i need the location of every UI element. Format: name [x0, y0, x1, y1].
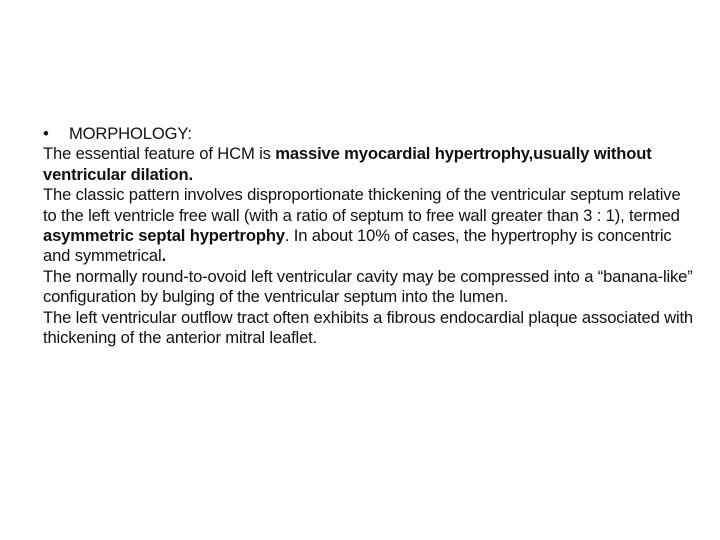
bullet-icon: •: [43, 124, 49, 143]
paragraph-classic-pattern: [43, 185, 693, 267]
slide-body: [43, 124, 693, 348]
p2-text-mid: . In about 10% of cases, the hypertrophy is concentric and symmetrical: [43, 226, 672, 266]
p4-text: The left ventricular outflow tract often exhibits a fibrous endocardial plaque associated with thickening of the anterior mitral leaflet.: [43, 307, 694, 348]
p2-bold-period: .: [161, 246, 167, 266]
p1-text: The essential feature of HCM is: [43, 144, 276, 164]
p1-bold-text: massive myocardial hypertrophy,usually without ventricular dilation.: [43, 144, 652, 184]
heading-text: MORPHOLOGY:: [69, 124, 192, 143]
paragraph-outflow-tract: [43, 308, 693, 349]
p2-bold-term: asymmetric septal hypertrophy: [43, 226, 285, 246]
paragraph-essential-feature: [43, 144, 693, 185]
paragraph-cavity: [43, 267, 693, 308]
morphology-heading: [43, 124, 693, 144]
p2-text: The classic pattern involves disproportionate thickening of the ventricular septum relative to the left ventricle free wall (with a ratio of septum to free wall greater than 3 : 1), termed: [43, 185, 681, 225]
p3-text: The normally round-to-ovoid left ventricular cavity may be compressed into a “banana-like” configuration by bulging of the ventricular septum into the lumen.: [43, 266, 693, 307]
